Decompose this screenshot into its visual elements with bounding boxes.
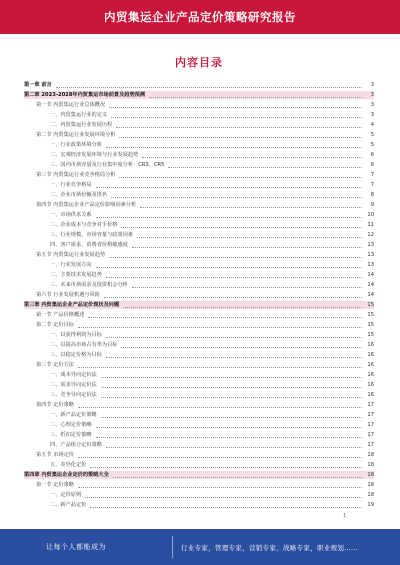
toc-leader-dots (106, 357, 362, 358)
toc-entry-text: 第一章 前言 (24, 82, 52, 88)
toc-entry[interactable] (24, 260, 374, 270)
toc-entry-text: 第三章 内贸集运企业产品定价现状及问题 (24, 302, 120, 308)
toc-entry-page: 17 (367, 422, 374, 428)
toc-entry-page: 17 (367, 402, 374, 408)
toc-entry-text: 第一节 定价策略 (36, 482, 74, 488)
toc-entry-text: 二、新产品定价 (50, 502, 87, 508)
toc-entry[interactable] (24, 390, 374, 400)
toc-entry-page: 16 (367, 362, 374, 368)
toc-leader-dots (78, 407, 362, 408)
toc-entry-text: 一、行业竞争格局 (50, 182, 92, 188)
toc-entry[interactable] (24, 110, 374, 120)
toc-entry-page: 3 (370, 112, 374, 118)
toc-entry[interactable] (24, 310, 374, 320)
toc-leader-dots (109, 257, 362, 258)
toc-leader-dots (106, 337, 362, 338)
toc-entry[interactable] (24, 160, 374, 170)
toc-entry[interactable] (24, 240, 374, 250)
toc-leader-dots (106, 277, 362, 278)
toc-entry-text: 第一节 内贸集运行业总体概况 (36, 102, 106, 108)
toc-leader-dots (96, 187, 362, 188)
toc-entry-page: 14 (367, 272, 374, 278)
toc-leader-dots (96, 427, 362, 428)
toc-entry-page: 3 (370, 102, 374, 108)
toc-entry[interactable] (24, 430, 374, 440)
toc-leader-dots (121, 227, 362, 228)
footer-slogan: 让每个人都能成为 (46, 543, 106, 551)
toc-leader-dots (123, 307, 362, 308)
toc-entry[interactable] (24, 280, 374, 290)
toc-entry[interactable] (24, 140, 374, 150)
toc-entry-page: 3 (370, 82, 374, 88)
toc-entry-text: 第二章 2023-2028年内贸集运市场前景及趋势预测 (24, 92, 146, 98)
toc-entry[interactable] (24, 210, 374, 220)
toc-entry[interactable] (24, 500, 374, 510)
toc-entry-page: 16 (367, 342, 374, 348)
toc-entry[interactable] (24, 460, 374, 470)
toc-leader-dots (109, 107, 362, 108)
toc-entry-text: 第六节 行业发展机遇与风险 (36, 292, 100, 298)
toc-entry-page: 16 (367, 382, 374, 388)
toc-leader-dots (101, 417, 362, 418)
toc-leader-dots (106, 147, 362, 148)
toc-entry-page: 7 (370, 182, 374, 188)
toc-entry[interactable] (24, 470, 374, 480)
toc-entry-page: 17 (367, 412, 374, 418)
toc-leader-dots (88, 317, 362, 318)
toc-entry[interactable] (24, 400, 374, 410)
toc-entry[interactable] (24, 80, 374, 90)
toc-entry[interactable] (24, 410, 374, 420)
toc-entry[interactable] (24, 190, 374, 200)
toc-entry[interactable] (24, 90, 374, 100)
toc-leader-dots (119, 137, 362, 138)
toc-leader-dots (101, 377, 362, 378)
toc-page (24, 42, 374, 522)
toc-leader-dots (96, 217, 362, 218)
toc-entry[interactable] (24, 330, 374, 340)
toc-entry-page: 12 (367, 232, 374, 238)
toc-entry-text: 三、折扣定价策略 (50, 432, 92, 438)
toc-entry-text: 一、行业政策环境分析 (50, 142, 102, 148)
toc-entry-page: 9 (370, 202, 374, 208)
toc-entry[interactable] (24, 370, 374, 380)
toc-entry-text: 第二节 内贸集运行业发展环境分析 (36, 132, 116, 138)
toc-entry-page: 11 (367, 222, 374, 228)
toc-entry-page: 15 (367, 312, 374, 318)
toc-entry[interactable] (24, 380, 374, 390)
toc-leader-dots (96, 267, 362, 268)
toc-entry-text: 二、需求导向定价法 (50, 382, 97, 388)
toc-entry-text: 第三节 定价方法 (36, 362, 74, 368)
toc-leader-dots (78, 367, 362, 368)
toc-entry-page: 15 (367, 322, 374, 328)
toc-entry-page: 13 (367, 262, 374, 268)
toc-entry-page: 18 (367, 492, 374, 498)
toc-entry-page: 6 (370, 152, 374, 158)
toc-entry-page: 13 (367, 252, 374, 258)
toc-entry-page: 4 (370, 122, 374, 128)
page-number: 1 (343, 513, 347, 519)
toc-entry[interactable] (24, 130, 374, 140)
toc-entry-text: 四、客户需求、消费者价格敏感度 (50, 242, 128, 248)
toc-entry[interactable] (24, 120, 374, 130)
toc-entry[interactable] (24, 440, 374, 450)
toc-entry[interactable] (24, 350, 374, 360)
toc-entry-page: 3 (370, 92, 374, 98)
toc-entry[interactable] (24, 270, 374, 280)
toc-entry-text: 四、产品组合定价策略 (50, 442, 102, 448)
toc-leader-dots (90, 467, 362, 468)
toc-entry-text: 三、行业规模、市场容量与政策因素 (50, 232, 134, 238)
toc-entry[interactable] (24, 420, 374, 430)
footer-banner (0, 529, 400, 565)
toc-entry[interactable] (24, 300, 374, 310)
toc-leader-dots (119, 177, 362, 178)
toc-entry-text: 第二节 定价目标 (36, 322, 74, 328)
toc-entry-text: 三、未来市场需求及投资机会分析 (50, 282, 128, 288)
toc-entry-page: 18 (367, 452, 374, 458)
toc-entry-text: 第四节 内贸集运企业产品定价影响因素分析 (36, 202, 137, 208)
toc-entry-page: 18 (367, 472, 374, 478)
toc-entry-text: 第四节 定价策略 (36, 402, 74, 408)
toc-leader-dots (101, 397, 362, 398)
toc-entry-text: 二、企业成本与竞争对手价格 (50, 222, 118, 228)
toc-entry[interactable] (24, 490, 374, 500)
toc-entry-page: 14 (367, 282, 374, 288)
toc-entry[interactable] (24, 200, 374, 210)
toc-leader-dots (104, 297, 362, 298)
toc-entry[interactable] (24, 360, 374, 370)
toc-title: 内容目录 (175, 56, 223, 69)
toc-entry-text: 一、行业发展方向 (50, 262, 92, 268)
toc-entry-page: 17 (367, 432, 374, 438)
toc-entry-page: 5 (370, 132, 374, 138)
toc-entry-text: 第三节 内贸集运行业竞争格局分析 (36, 172, 116, 178)
toc-leader-dots (137, 237, 362, 238)
toc-entry-page: 7 (370, 172, 374, 178)
toc-entry-text: 一、定价原则 (50, 492, 82, 498)
toc-entry-page: 16 (367, 352, 374, 358)
toc-entry-page: 10 (367, 212, 374, 218)
toc-entry-page: 19 (367, 502, 374, 508)
toc-entry-page: 13 (367, 242, 374, 248)
toc-entry-text: 第五节 内贸集运行业发展趋势 (36, 252, 106, 258)
toc-leader-dots (140, 207, 362, 208)
toc-entry[interactable] (24, 100, 374, 110)
toc-entry[interactable] (24, 150, 374, 160)
toc-entry-page: 6 (370, 162, 374, 168)
toc-leader-dots (149, 97, 362, 98)
toc-leader-dots (142, 157, 362, 158)
report-title: 内贸集运企业产品定价策略研究报告 (104, 10, 296, 24)
toc-list (24, 80, 374, 510)
toc-leader-dots (121, 347, 362, 348)
toc-entry-page: 15 (367, 302, 374, 308)
toc-leader-dots (132, 287, 362, 288)
toc-leader-dots (106, 447, 362, 448)
toc-leader-dots (78, 457, 362, 458)
footer-roles: 行业专家，管理专家，营销专家，战略专家，职业规划…… (172, 536, 370, 558)
toc-entry-text: 一、内贸集运行业的定义 (50, 112, 108, 118)
toc-entry[interactable] (24, 290, 374, 300)
toc-leader-dots (90, 507, 362, 508)
toc-entry-page: 16 (367, 372, 374, 378)
toc-leader-dots (101, 387, 362, 388)
toc-entry[interactable] (24, 180, 374, 190)
toc-entry-page: 18 (367, 482, 374, 488)
toc-leader-dots (168, 167, 362, 168)
toc-leader-dots (116, 127, 362, 128)
toc-entry-text: 二、主要技术发展趋势 (50, 272, 102, 278)
toc-entry-text: 二、内贸集运行业发展历程 (50, 122, 113, 128)
toc-entry-page: 17 (367, 442, 374, 448)
toc-leader-dots (96, 437, 362, 438)
toc-leader-dots (85, 497, 362, 498)
toc-leader-dots (132, 247, 362, 248)
toc-entry-text: 一、成本导向定价法 (50, 372, 97, 378)
toc-entry-text: 五、差异化定价 (50, 462, 87, 468)
toc-entry[interactable] (24, 450, 374, 460)
toc-leader-dots (111, 117, 362, 118)
toc-entry-page: 5 (370, 142, 374, 148)
toc-entry[interactable] (24, 340, 374, 350)
toc-entry-text: 三、以稳定价格为目标 (50, 352, 102, 358)
toc-entry-page: 16 (367, 392, 374, 398)
toc-leader-dots (113, 477, 362, 478)
toc-entry-page: 15 (367, 332, 374, 338)
toc-entry-text: 一、市场供求关系 (50, 212, 92, 218)
toc-entry-text: 三、国内市场容量及行业集中度分析：CR3、CR5 (50, 162, 165, 168)
toc-entry[interactable] (24, 220, 374, 230)
toc-entry-text: 第一节 产品价格概述 (36, 312, 85, 318)
toc-entry-page: 14 (367, 292, 374, 298)
toc-leader-dots (111, 197, 362, 198)
toc-entry-text: 一、新产品定价策略 (50, 412, 97, 418)
toc-entry[interactable] (24, 250, 374, 260)
toc-entry-page: 18 (367, 462, 374, 468)
report-header (0, 0, 400, 34)
toc-entry-text: 第四章 内贸集运企业定价的策略大全 (24, 472, 109, 478)
toc-entry-text: 二、宏观经济发展环境与行业发展趋势 (50, 152, 139, 158)
toc-entry[interactable] (24, 480, 374, 490)
toc-entry-text: 二、以提高市场占有率为目标 (50, 342, 118, 348)
toc-entry-text: 二、心理定价策略 (50, 422, 92, 428)
toc-entry[interactable] (24, 230, 374, 240)
toc-leader-dots (78, 327, 362, 328)
toc-entry-text: 第五节 市场定价 (36, 452, 74, 458)
toc-entry-text: 二、企业市场份额及排名 (50, 192, 108, 198)
toc-entry-page: 8 (370, 192, 374, 198)
toc-leader-dots (56, 87, 362, 88)
toc-entry[interactable] (24, 170, 374, 180)
toc-entry-text: 一、以获得利润为目标 (50, 332, 102, 338)
toc-entry[interactable] (24, 320, 374, 330)
toc-entry-text: 三、竞争导向定价法 (50, 392, 97, 398)
toc-leader-dots (78, 487, 362, 488)
